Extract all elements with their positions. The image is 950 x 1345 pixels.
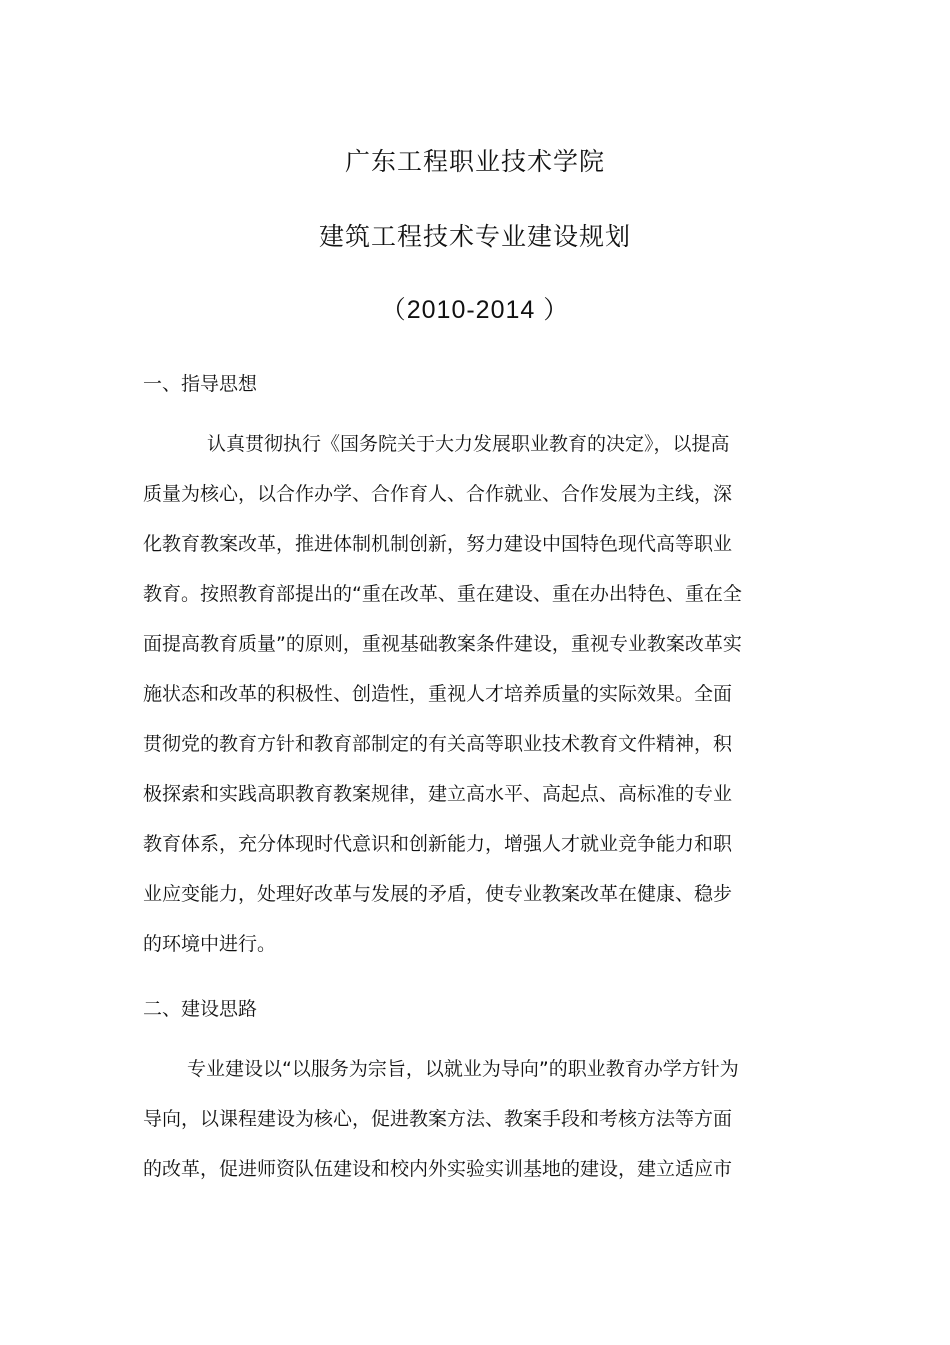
plan-title: 建筑工程技术专业建设规划: [318, 222, 631, 251]
paragraph-line: 认真贯彻执行《国务院关于大力发展职业教育的决定》，以提高: [207, 433, 730, 455]
section-heading-guiding-ideology: 一、指导思想: [143, 373, 258, 395]
paragraph-line: 面提高教育质量”的原则，重视基础教案条件建设，重视专业教案改革实: [143, 633, 742, 655]
paragraph-line: 化教育教案改革，推进体制机制创新，努力建设中国特色现代高等职业: [143, 533, 733, 555]
paragraph-line: 的环境中进行。: [143, 933, 277, 955]
paragraph-line: 贯彻党的教育方针和教育部制定的有关高等职业技术教育文件精神，积: [143, 733, 733, 755]
institution-title: 广东工程职业技术学院: [344, 147, 605, 176]
paragraph-line: 业应变能力，处理好改革与发展的矛盾，使专业教案改革在健康、稳步: [143, 883, 733, 905]
paragraph-line: 教育。按照教育部提出的“重在改革、重在建设、重在办出特色、重在全: [143, 583, 742, 605]
paragraph-line: 质量为核心，以合作办学、合作育人、合作就业、合作发展为主线，深: [143, 483, 733, 505]
paragraph-line: 极探索和实践高职教育教案规律，建立高水平、高起点、高标准的专业: [143, 783, 733, 805]
paragraph-line: 施状态和改革的积极性、创造性，重视人才培养质量的实际效果。全面: [143, 683, 733, 705]
paragraph-line: 导向，以课程建设为核心，促进教案方法、教案手段和考核方法等方面: [143, 1108, 733, 1130]
paragraph-line: 专业建设以“以服务为宗旨，以就业为导向”的职业教育办学方针为: [187, 1058, 739, 1080]
section-heading-construction-approach: 二、建设思路: [143, 998, 258, 1020]
paragraph-line: 教育体系，充分体现时代意识和创新能力，增强人才就业竞争能力和职: [143, 833, 733, 855]
paragraph-line: 的改革，促进师资队伍建设和校内外实验实训基地的建设，建立适应市: [143, 1158, 733, 1180]
plan-period: （2010-2014 ）: [380, 296, 570, 324]
